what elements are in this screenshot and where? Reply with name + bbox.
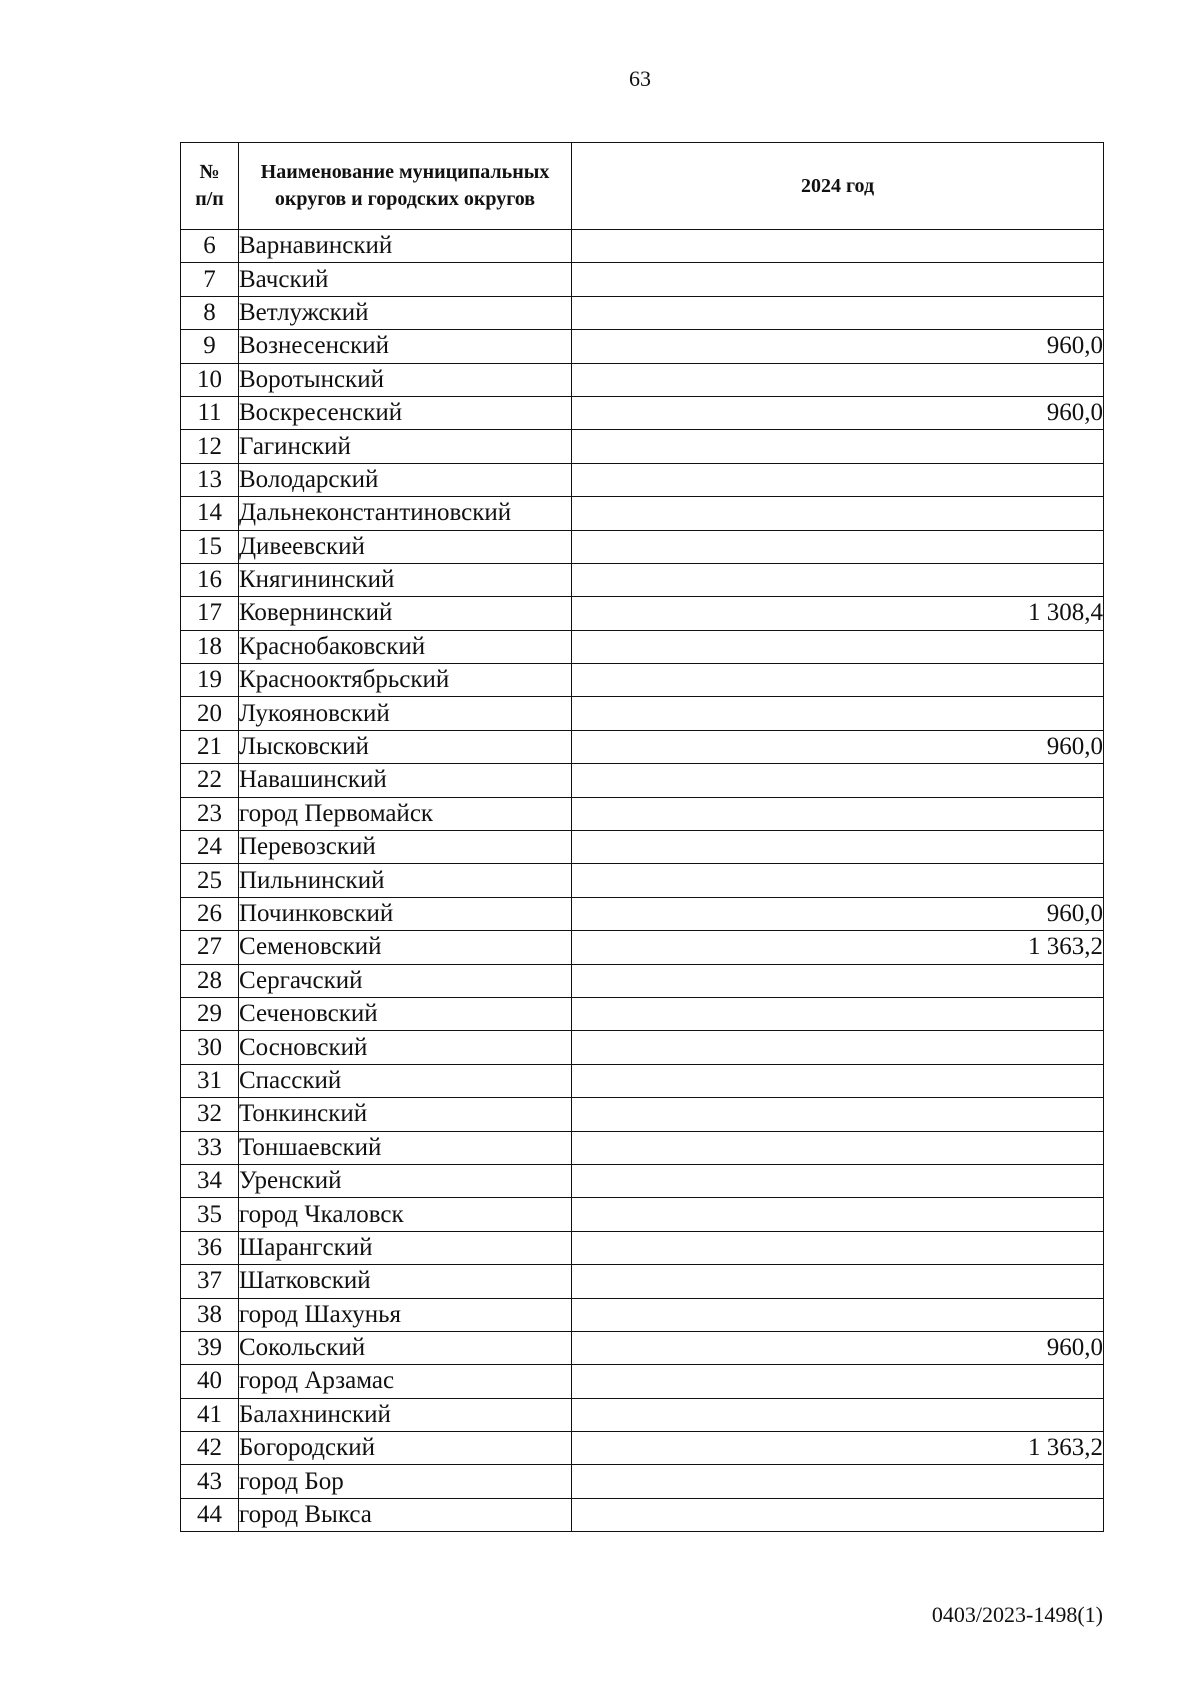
data-table xyxy=(180,142,1104,1532)
row-number-cell: 8 xyxy=(181,296,239,329)
row-number-cell: 41 xyxy=(181,1398,239,1431)
table-row xyxy=(181,730,1104,763)
row-number-cell: 25 xyxy=(181,864,239,897)
row-name-cell: город Шахунья xyxy=(239,1298,572,1331)
row-number-cell: 24 xyxy=(181,831,239,864)
row-name-cell: Дивеевский xyxy=(239,530,572,563)
row-value-cell xyxy=(572,1164,1104,1197)
row-value-cell xyxy=(572,797,1104,830)
row-value-cell: 1 363,2 xyxy=(572,1432,1104,1465)
row-number-cell: 42 xyxy=(181,1432,239,1465)
row-number-cell: 20 xyxy=(181,697,239,730)
row-number-cell: 33 xyxy=(181,1131,239,1164)
table-row xyxy=(181,664,1104,697)
row-name-cell: Воскресенский xyxy=(239,396,572,429)
table-row xyxy=(181,396,1104,429)
row-name-cell: город Арзамас xyxy=(239,1365,572,1398)
header-year-label: 2024 год xyxy=(800,174,875,197)
row-name-cell: Сокольский xyxy=(239,1331,572,1364)
table-row xyxy=(181,764,1104,797)
row-value-cell xyxy=(572,296,1104,329)
row-name-cell: Воротынский xyxy=(239,363,572,396)
table-row xyxy=(181,1131,1104,1164)
table-row xyxy=(181,1164,1104,1197)
row-value-cell xyxy=(572,463,1104,496)
row-number-cell: 11 xyxy=(181,396,239,429)
row-name-cell: Вачский xyxy=(239,263,572,296)
row-value-cell xyxy=(572,831,1104,864)
row-name-cell: Спасский xyxy=(239,1064,572,1097)
row-value-cell: 960,0 xyxy=(572,730,1104,763)
table-header-row xyxy=(181,143,1104,230)
row-value-cell xyxy=(572,697,1104,730)
row-value-cell xyxy=(572,1298,1104,1331)
row-value-cell xyxy=(572,363,1104,396)
row-value-cell xyxy=(572,997,1104,1030)
table-row xyxy=(181,1064,1104,1097)
table-row xyxy=(181,1298,1104,1331)
row-number-cell: 23 xyxy=(181,797,239,830)
row-value-cell xyxy=(572,1131,1104,1164)
row-number-cell: 37 xyxy=(181,1265,239,1298)
row-number-cell: 13 xyxy=(181,463,239,496)
row-value-cell xyxy=(572,1265,1104,1298)
row-value-cell xyxy=(572,1465,1104,1498)
row-name-cell: Вознесенский xyxy=(239,330,572,363)
table-row xyxy=(181,630,1104,663)
table-row xyxy=(181,1465,1104,1498)
row-name-cell: город Выкса xyxy=(239,1498,572,1531)
row-name-cell: Дальнеконстантиновский xyxy=(239,497,572,530)
row-name-cell: Краснооктябрьский xyxy=(239,664,572,697)
row-name-cell: Варнавинский xyxy=(239,230,572,263)
table-row xyxy=(181,497,1104,530)
row-number-cell: 29 xyxy=(181,997,239,1030)
row-name-cell: Шарангский xyxy=(239,1231,572,1264)
row-value-cell: 1 363,2 xyxy=(572,931,1104,964)
row-name-cell: Краснобаковский xyxy=(239,630,572,663)
row-name-cell: Уренский xyxy=(239,1164,572,1197)
header-num xyxy=(181,143,239,230)
row-name-cell: Ковернинский xyxy=(239,597,572,630)
row-name-cell: Перевозский xyxy=(239,831,572,864)
row-number-cell: 27 xyxy=(181,931,239,964)
table-row xyxy=(181,1198,1104,1231)
row-number-cell: 16 xyxy=(181,563,239,596)
row-name-cell: Семеновский xyxy=(239,931,572,964)
row-number-cell: 38 xyxy=(181,1298,239,1331)
row-name-cell: Ветлужский xyxy=(239,296,572,329)
table-row xyxy=(181,530,1104,563)
row-name-cell: Володарский xyxy=(239,463,572,496)
row-number-cell: 30 xyxy=(181,1031,239,1064)
row-name-cell: Гагинский xyxy=(239,430,572,463)
row-name-cell: Сергачский xyxy=(239,964,572,997)
row-number-cell: 6 xyxy=(181,230,239,263)
row-name-cell: город Чкаловск xyxy=(239,1198,572,1231)
table-row xyxy=(181,430,1104,463)
row-number-cell: 26 xyxy=(181,897,239,930)
row-number-cell: 31 xyxy=(181,1064,239,1097)
row-value-cell xyxy=(572,1098,1104,1131)
table-row xyxy=(181,964,1104,997)
row-number-cell: 21 xyxy=(181,730,239,763)
row-number-cell: 7 xyxy=(181,263,239,296)
row-value-cell: 960,0 xyxy=(572,1331,1104,1364)
row-number-cell: 32 xyxy=(181,1098,239,1131)
table-row xyxy=(181,263,1104,296)
table-row xyxy=(181,1031,1104,1064)
row-name-cell: Тонкинский xyxy=(239,1098,572,1131)
row-name-cell: город Первомайск xyxy=(239,797,572,830)
table-row xyxy=(181,1331,1104,1364)
row-name-cell: Починковский xyxy=(239,897,572,930)
table-row xyxy=(181,697,1104,730)
row-name-cell: Сеченовский xyxy=(239,997,572,1030)
row-number-cell: 34 xyxy=(181,1164,239,1197)
row-value-cell: 960,0 xyxy=(572,396,1104,429)
table-row xyxy=(181,997,1104,1030)
row-number-cell: 39 xyxy=(181,1331,239,1364)
table-row xyxy=(181,363,1104,396)
table-row xyxy=(181,230,1104,263)
row-number-cell: 28 xyxy=(181,964,239,997)
row-name-cell: Шатковский xyxy=(239,1265,572,1298)
row-value-cell xyxy=(572,764,1104,797)
row-value-cell xyxy=(572,630,1104,663)
row-value-cell xyxy=(572,1198,1104,1231)
row-value-cell: 960,0 xyxy=(572,330,1104,363)
table-row xyxy=(181,463,1104,496)
header-num-label: № п/п xyxy=(195,161,224,210)
row-value-cell xyxy=(572,530,1104,563)
row-value-cell xyxy=(572,1365,1104,1398)
table-row xyxy=(181,563,1104,596)
row-value-cell xyxy=(572,664,1104,697)
table-row xyxy=(181,1498,1104,1531)
row-number-cell: 35 xyxy=(181,1198,239,1231)
row-name-cell: Лукояновский xyxy=(239,697,572,730)
table-row xyxy=(181,330,1104,363)
row-value-cell xyxy=(572,1498,1104,1531)
table-row xyxy=(181,1432,1104,1465)
document-code: 0403/2023-1498(1) xyxy=(931,1602,1103,1627)
row-name-cell: Княгининский xyxy=(239,563,572,596)
table-row xyxy=(181,931,1104,964)
row-value-cell xyxy=(572,263,1104,296)
row-number-cell: 18 xyxy=(181,630,239,663)
row-name-cell: Пильнинский xyxy=(239,864,572,897)
row-value-cell: 960,0 xyxy=(572,897,1104,930)
table-row xyxy=(181,797,1104,830)
row-number-cell: 44 xyxy=(181,1498,239,1531)
row-value-cell xyxy=(572,1231,1104,1264)
row-number-cell: 43 xyxy=(181,1465,239,1498)
table-row xyxy=(181,296,1104,329)
row-value-cell xyxy=(572,1398,1104,1431)
header-name-label: Наименование муниципальных округов и городских округов xyxy=(260,161,550,210)
row-value-cell xyxy=(572,497,1104,530)
table-row xyxy=(181,597,1104,630)
row-name-cell: Богородский xyxy=(239,1432,572,1465)
row-name-cell: Сосновский xyxy=(239,1031,572,1064)
row-name-cell: Тоншаевский xyxy=(239,1131,572,1164)
row-value-cell xyxy=(572,1064,1104,1097)
row-number-cell: 40 xyxy=(181,1365,239,1398)
table-row xyxy=(181,1265,1104,1298)
table-row xyxy=(181,864,1104,897)
row-name-cell: Балахнинский xyxy=(239,1398,572,1431)
row-value-cell xyxy=(572,230,1104,263)
row-number-cell: 22 xyxy=(181,764,239,797)
page-number: 63 xyxy=(629,66,651,91)
row-number-cell: 9 xyxy=(181,330,239,363)
table-row xyxy=(181,1365,1104,1398)
table-row xyxy=(181,831,1104,864)
row-value-cell xyxy=(572,964,1104,997)
row-name-cell: Лысковский xyxy=(239,730,572,763)
row-value-cell: 1 308,4 xyxy=(572,597,1104,630)
row-name-cell: Навашинский xyxy=(239,764,572,797)
row-name-cell: город Бор xyxy=(239,1465,572,1498)
header-name xyxy=(239,143,572,230)
row-value-cell xyxy=(572,864,1104,897)
header-year xyxy=(572,143,1104,230)
row-number-cell: 15 xyxy=(181,530,239,563)
row-number-cell: 12 xyxy=(181,430,239,463)
row-value-cell xyxy=(572,563,1104,596)
table-row xyxy=(181,1098,1104,1131)
table-row xyxy=(181,1231,1104,1264)
row-number-cell: 19 xyxy=(181,664,239,697)
table-row xyxy=(181,1398,1104,1431)
row-number-cell: 14 xyxy=(181,497,239,530)
row-number-cell: 10 xyxy=(181,363,239,396)
row-number-cell: 17 xyxy=(181,597,239,630)
row-value-cell xyxy=(572,1031,1104,1064)
row-number-cell: 36 xyxy=(181,1231,239,1264)
table-row xyxy=(181,897,1104,930)
row-value-cell xyxy=(572,430,1104,463)
